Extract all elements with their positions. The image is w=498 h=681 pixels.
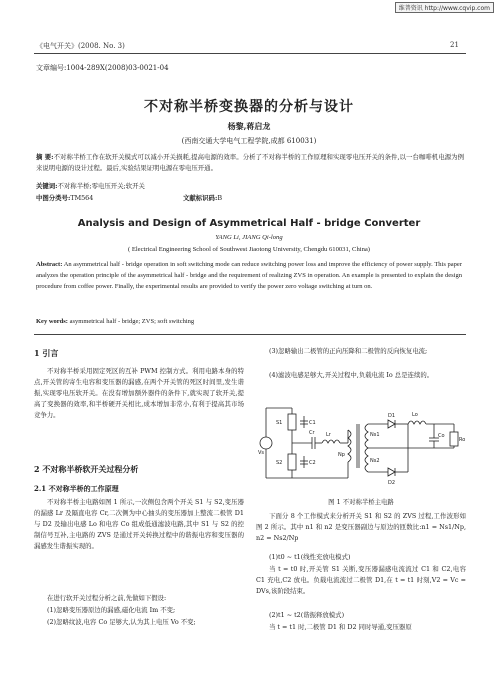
circuit-diagram (258, 394, 466, 492)
label-c1: C1 (309, 420, 316, 426)
affiliation-zh: (西南交通大学电气工程学院,成都 610031) (181, 137, 317, 145)
authors-zh: 杨黎,蒋启龙 (227, 121, 271, 131)
assumption-4: (4)滤波电感足够大,开关过程中,负载电流 Io 总是连续的。 (269, 371, 434, 379)
keywords-en-label: Key words: (36, 318, 68, 325)
doc-code-value: B (217, 194, 223, 202)
label-np: Np (338, 452, 345, 458)
clc-value: TM564 (70, 194, 94, 202)
figure-1-caption: 图 1 不对称半桥主电路 (328, 498, 394, 506)
source-stamp: 维普资讯 http://www.cqvip.com (395, 2, 494, 13)
abstract-zh-label: 摘 要: (36, 153, 54, 161)
keywords-zh (36, 181, 464, 192)
label-ns2: Ns2 (370, 458, 380, 464)
mode-2-text: 当 t = t1 时,二极管 D1 和 D2 同时导通,变压器原 (269, 623, 412, 631)
abstract-en (36, 259, 462, 292)
principle-paragraph: 不对称半桥主电路如图 1 所示,一次侧包含两个开关 S1 与 S2,变压器的漏感 Lr 及隔直电容 Cr,二次侧为中心抽头的变压器加上整流二极管 D1 与 D2 及输出电感 Lo 和电容 Co 组成低通滤波电路,其中 S1 与 S2 的控制信号互补,主电路的 ZVS 是通过开关转换过程中的谐振电容和变压器的漏感发生谐振实现的。 (34, 498, 244, 550)
assumption-intro: 在进行软开关过程分析之前,先做如下假设: (47, 594, 167, 602)
clc-label: 中图分类号: (36, 194, 71, 202)
intro-paragraph: 不对称半桥采用固定死区的互补 PWM 控制方式。利用电路本身的特点,开关管的寄生电容和变压器的漏感,在两个开关管的死区时间里,发生谐振,实现零电压软开关。在没有增加额外器件的条件下,就实现了软开关,提高了变换器的效率,和半桥硬开关相比,成本增加非常小,有利于提高其市场竞争力。 (34, 367, 244, 419)
mode-1-text: 当 t = t0 时,开关管 S1 关断,变压器漏感电流流过 C1 和 C2,电容 C1 充电,C2 放电。负载电流流过二极管 D1,在 t = t1 时刻,V2 = Vc = DVs,该阶段结束。 (256, 565, 466, 595)
affiliation-en: ( Electrical Engineering School of Southwest Jiaotong University, Chengdu 610031, China) (127, 246, 371, 253)
abstract-en-text: An asymmetrical half - bridge operation in soft switching mode can reduce switching power loss and improve the efficiency of power supply. This paper analyzes the operation principle of the asymmetrical half - bridge and the requirement of realizing ZVS in operation. An example is presented to explain the design procedure from coffee power. Finally, the experimental results are provided to verify the power zero voltage switching at turn on. (36, 261, 462, 290)
page-number: 21 (450, 41, 459, 49)
mode-2-heading: (2)t1 ~ t2(谐振释放模式) (269, 611, 345, 619)
assumption-1: (1)忽略变压器原边的漏感,磁化电流 Im 不变; (47, 606, 176, 614)
clc-number (36, 193, 176, 204)
abstract-rule (34, 334, 466, 335)
assumption-2: (2)忽略纹波,电容 Co 足够大,认为其上电压 Vo 不变; (47, 618, 196, 626)
document-code (183, 193, 303, 204)
label-d2: D2 (388, 480, 396, 486)
label-lr: Lr (326, 432, 331, 438)
keywords-zh-label: 关键词: (36, 182, 58, 190)
abstract-zh-text: 不对称半桥工作在软开关模式可以减小开关损耗,提高电源的效率。分析了不对称半桥的工作原理和实现零电压开关的条件,以一台咖啡机电源为例来说明电源的设计过程。最后,实验结果证明电源在零电压开通。 (36, 153, 464, 172)
label-vs: Vs (258, 450, 265, 456)
label-s1: S1 (276, 420, 283, 426)
section-1-heading: 1 引言 (34, 348, 59, 358)
article-number: 文章编号:1004-289X(2008)03-0021-04 (36, 64, 169, 72)
keywords-en (36, 318, 194, 325)
label-c2: C2 (309, 460, 316, 466)
modes-intro: 下面分 8 个工作模式来分析开关 S1 和 S2 的 ZVS 过程,工作波形如图 2 所示。其中 n1 和 n2 是变压器副边与原边的匝数比:n1 = Ns1/Np, n2 = Ns2/Np (256, 512, 466, 542)
abstract-zh (36, 152, 464, 174)
label-ro: Ro (459, 437, 466, 443)
title-zh: 不对称半桥变换器的分析与设计 (144, 99, 354, 115)
mode-1-heading: (1)t0 ~ t1(线性充放电模式) (269, 553, 351, 561)
label-lo: Lo (412, 412, 418, 418)
assumption-3: (3)忽略输出二极管的正向压降和二极管的反向恢复电流; (269, 347, 428, 355)
title-en: Analysis and Design of Asymmetrical Half - bridge Converter (77, 218, 421, 229)
label-ns1: Ns1 (370, 432, 380, 438)
keywords-en-text: asymmetrical half - bridge; ZVS; soft switching (69, 318, 195, 325)
abstract-en-label: Abstract: (36, 261, 63, 268)
label-cr: Cr (309, 430, 315, 436)
section-2-heading: 2 不对称半桥软开关过程分析 (34, 464, 139, 474)
section-2-1-heading: 2.1 不对称半桥的工作原理 (34, 484, 119, 493)
label-d1: D1 (388, 413, 396, 419)
doc-code-label: 文献标识码: (183, 194, 218, 202)
header-rule (34, 53, 466, 54)
label-s2: S2 (276, 460, 283, 466)
keywords-zh-text: 不对称半桥;零电压开关;软开关 (57, 182, 145, 190)
label-co: Co (438, 433, 445, 439)
authors-en: YANG Li, JIANG Qi-long (215, 234, 283, 241)
journal-header: 《电气开关》(2008. No. 3) (36, 42, 125, 50)
